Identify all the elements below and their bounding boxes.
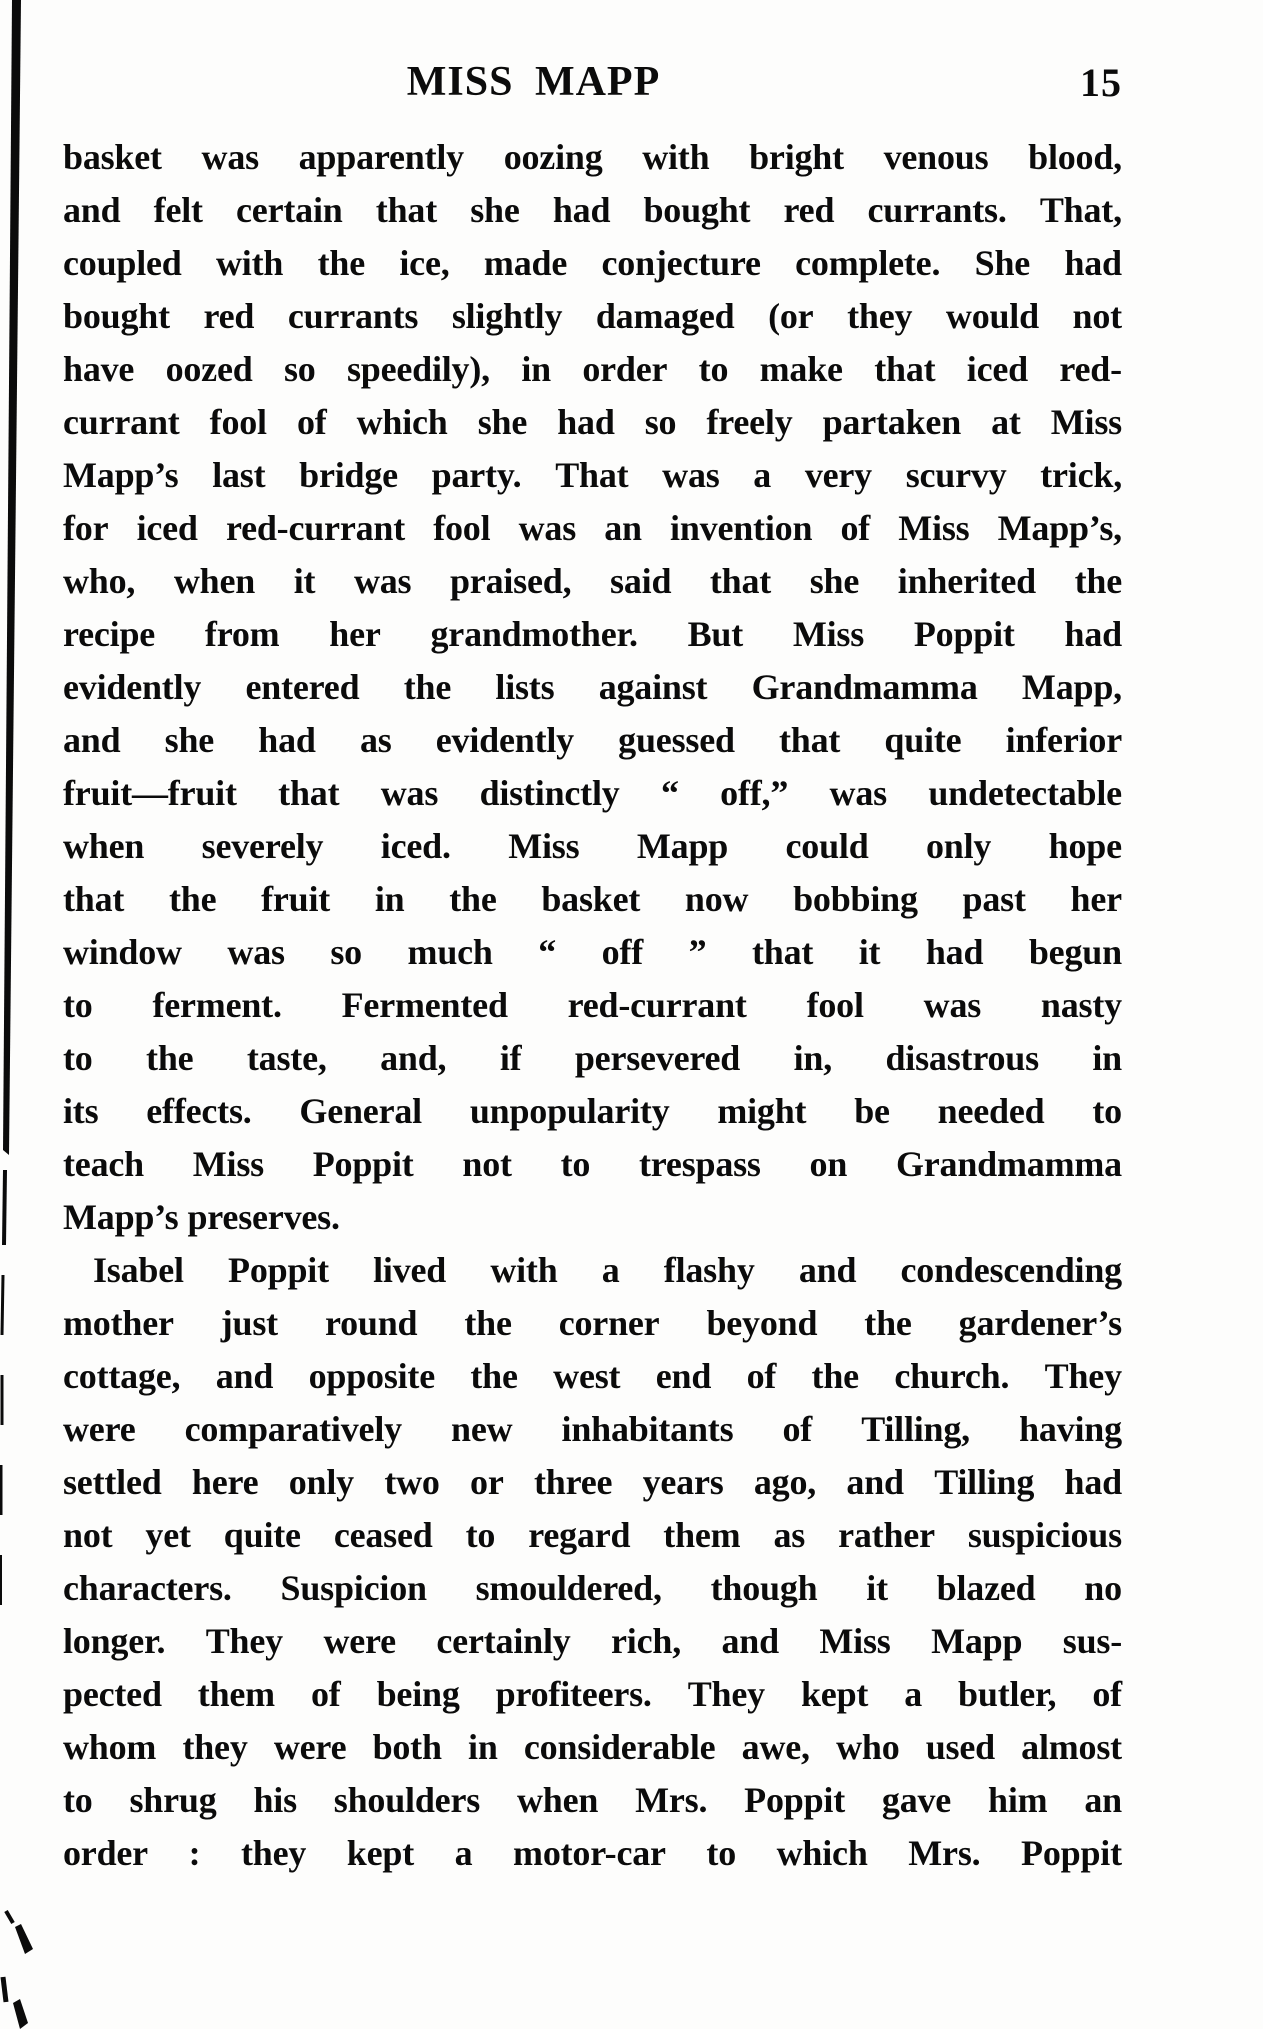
text-line: Mapp’s preserves. [63, 1197, 340, 1237]
text-line: teach Miss Poppit not to trespass on Grandmamma [63, 1144, 1122, 1184]
scan-artifacts [0, 0, 60, 2029]
text-line: whom they were both in considerable awe, who used almost [63, 1727, 1122, 1767]
text-line: order : they kept a motor-car to which Mrs. Poppit [63, 1833, 1122, 1873]
text-line: pected them of being profiteers. They kept a butler, of [63, 1674, 1122, 1714]
spine-dash [2, 1275, 3, 1335]
text-line: not yet quite ceased to regard them as rather suspicious [63, 1515, 1122, 1555]
text-line: its effects. General unpopularity might be needed to [63, 1091, 1122, 1131]
book-spine-shadow [3, 0, 21, 1155]
text-line: window was so much “ off ” that it had begun [63, 932, 1122, 972]
text-line: for iced red-currant fool was an invention of Miss Mapp’s, [63, 508, 1122, 548]
text-line: were comparatively new inhabitants of Tilling, having [63, 1409, 1122, 1449]
text-line: have oozed so speedily), in order to make that iced red- [63, 349, 1122, 389]
text-line: bought red currants slightly damaged (or they would not [63, 296, 1122, 336]
page-header [63, 60, 1122, 108]
ink-mark [6, 1911, 13, 1923]
text-line: fruit—fruit that was distinctly “ off,” was undetectable [63, 773, 1122, 813]
text-line: Mapp’s last bridge party. That was a very scurvy trick, [63, 455, 1122, 495]
paragraph [63, 131, 1122, 1244]
text-line: cottage, and opposite the west end of the church. They [63, 1356, 1122, 1396]
text-line: longer. They were certainly rich, and Miss Mapp sus- [63, 1621, 1122, 1661]
text-line: and she had as evidently guessed that quite inferior [63, 720, 1122, 760]
spine-dash [4, 1170, 5, 1245]
ink-mark [3, 1977, 6, 2002]
text-line: who, when it was praised, said that she inherited the [63, 561, 1122, 601]
text-line: to the taste, and, if persevered in, disastrous in [63, 1038, 1122, 1078]
text-line: and felt certain that she had bought red currants. That, [63, 190, 1122, 230]
ink-mark [15, 1924, 33, 1954]
text-line: recipe from her grandmother. But Miss Poppit had [63, 614, 1122, 654]
text-line: coupled with the ice, made conjecture complete. She had [63, 243, 1122, 283]
page-body [63, 131, 1122, 1880]
text-line: to shrug his shoulders when Mrs. Poppit gave him an [63, 1780, 1122, 1820]
text-line: basket was apparently oozing with bright venous blood, [63, 137, 1122, 177]
page-number: 15 [1080, 60, 1122, 105]
text-line: that the fruit in the basket now bobbing past her [63, 879, 1122, 919]
text-line: characters. Suspicion smouldered, though it blazed no [63, 1568, 1122, 1608]
text-line: currant fool of which she had so freely partaken at Miss [63, 402, 1122, 442]
text-line: settled here only two or three years ago, and Tilling had [63, 1462, 1122, 1502]
text-line: Isabel Poppit lived with a flashy and condescending [93, 1250, 1122, 1290]
text-line: when severely iced. Miss Mapp could only hope [63, 826, 1122, 866]
text-line: to ferment. Fermented red-currant fool was nasty [63, 985, 1122, 1025]
paragraph [63, 1244, 1122, 1880]
running-title: MISS MAPP [406, 59, 661, 105]
ink-mark [13, 1999, 28, 2029]
text-line: evidently entered the lists against Grandmamma Mapp, [63, 667, 1122, 707]
text-line: mother just round the corner beyond the gardener’s [63, 1303, 1122, 1343]
